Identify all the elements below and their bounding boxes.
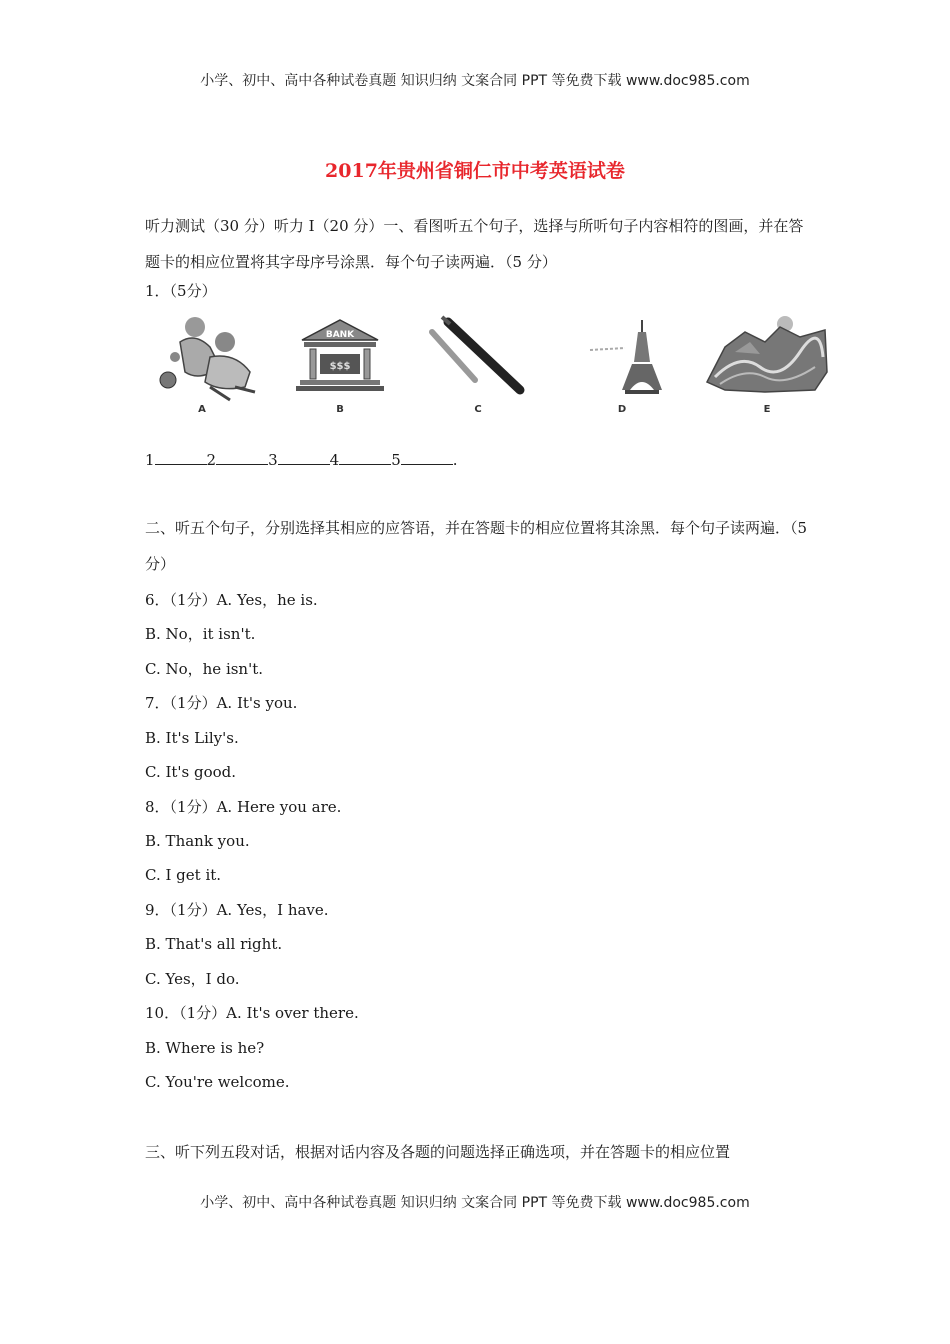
page-footer: 小学、初中、高中各种试卷真题 知识归纳 文案合同 PPT 等免费下载 www.doc985.com [200, 1195, 750, 1211]
bank-dollar-text: $$$ [329, 361, 351, 372]
picture-letter-b: B [336, 404, 344, 415]
blank-number: 5 [391, 451, 401, 469]
answer-blank[interactable] [339, 450, 391, 465]
great-wall-icon [705, 312, 830, 402]
answer-blank[interactable] [216, 450, 268, 465]
kids-playing-icon [150, 312, 270, 402]
q6-option-c: C. No，he isn't. [145, 660, 264, 678]
answer-blanks [145, 450, 458, 469]
section2-intro [145, 510, 810, 582]
blank-number: 2 [206, 451, 217, 469]
bank-icon [290, 312, 390, 402]
blank-number: 1 [145, 451, 155, 469]
q7-stem: 7．（1分）A. It's you. [145, 694, 298, 712]
q10-option-b: B. Where is he? [145, 1039, 265, 1057]
section3-text: 三、听下列五段对话，根据对话内容及各题的问题选择正确选项，并在答题卡的相应位置 [145, 1143, 731, 1161]
section1-intro [145, 208, 810, 280]
q6-stem: 6．（1分）A. Yes，he is. [145, 591, 318, 609]
q8-option-c: C. I get it. [145, 866, 222, 884]
page-title: 2017年贵州省铜仁市中考英语试卷 [325, 160, 625, 182]
q7-option-c: C. It's good. [145, 763, 237, 781]
picture-row [140, 312, 840, 422]
q1-label: 1．（5分） [145, 282, 217, 300]
q10-stem: 10．（1分）A. It's over there. [145, 1004, 359, 1022]
blank-number: 4 [329, 451, 340, 469]
q9-option-c: C. Yes，I do. [145, 970, 240, 988]
answer-blank[interactable] [278, 450, 330, 465]
page-header: 小学、初中、高中各种试卷真题 知识归纳 文案合同 PPT 等免费下载 www.doc985.com [200, 73, 750, 89]
section2-text: 二、听五个句子，分别选择其相应的应答语，并在答题卡的相应位置将其涂黑．每个句子读两遍．（5 分） [145, 519, 808, 573]
q8-stem: 8．（1分）A. Here you are. [145, 798, 342, 816]
eiffel-tower-icon [580, 312, 680, 402]
q9-option-b: B. That's all right. [145, 935, 283, 953]
picture-letter-a: A [198, 404, 206, 415]
q8-option-b: B. Thank you. [145, 832, 250, 850]
q9-stem: 9．（1分）A. Yes，I have. [145, 901, 329, 919]
answer-blank[interactable] [401, 450, 453, 465]
answer-blank[interactable] [155, 450, 207, 465]
picture-letter-c: C [474, 404, 482, 415]
bank-sign-text: BANK [325, 330, 355, 340]
q10-option-c: C. You're welcome. [145, 1073, 290, 1091]
pen-icon [420, 312, 530, 402]
q6-option-b: B. No，it isn't. [145, 625, 256, 643]
picture-letter-e: E [763, 404, 771, 415]
blanks-end: . [452, 451, 458, 469]
picture-letter-d: D [617, 404, 627, 415]
q7-option-b: B. It's Lily's. [145, 729, 239, 747]
intro-text: 听力测试（30 分）听力 I（20 分）一、看图听五个句子，选择与所听句子内容相符的图画，并在答题卡的相应位置将其字母序号涂黑．每个句子读两遍．（5 分） [145, 217, 804, 271]
blank-number: 3 [268, 451, 278, 469]
